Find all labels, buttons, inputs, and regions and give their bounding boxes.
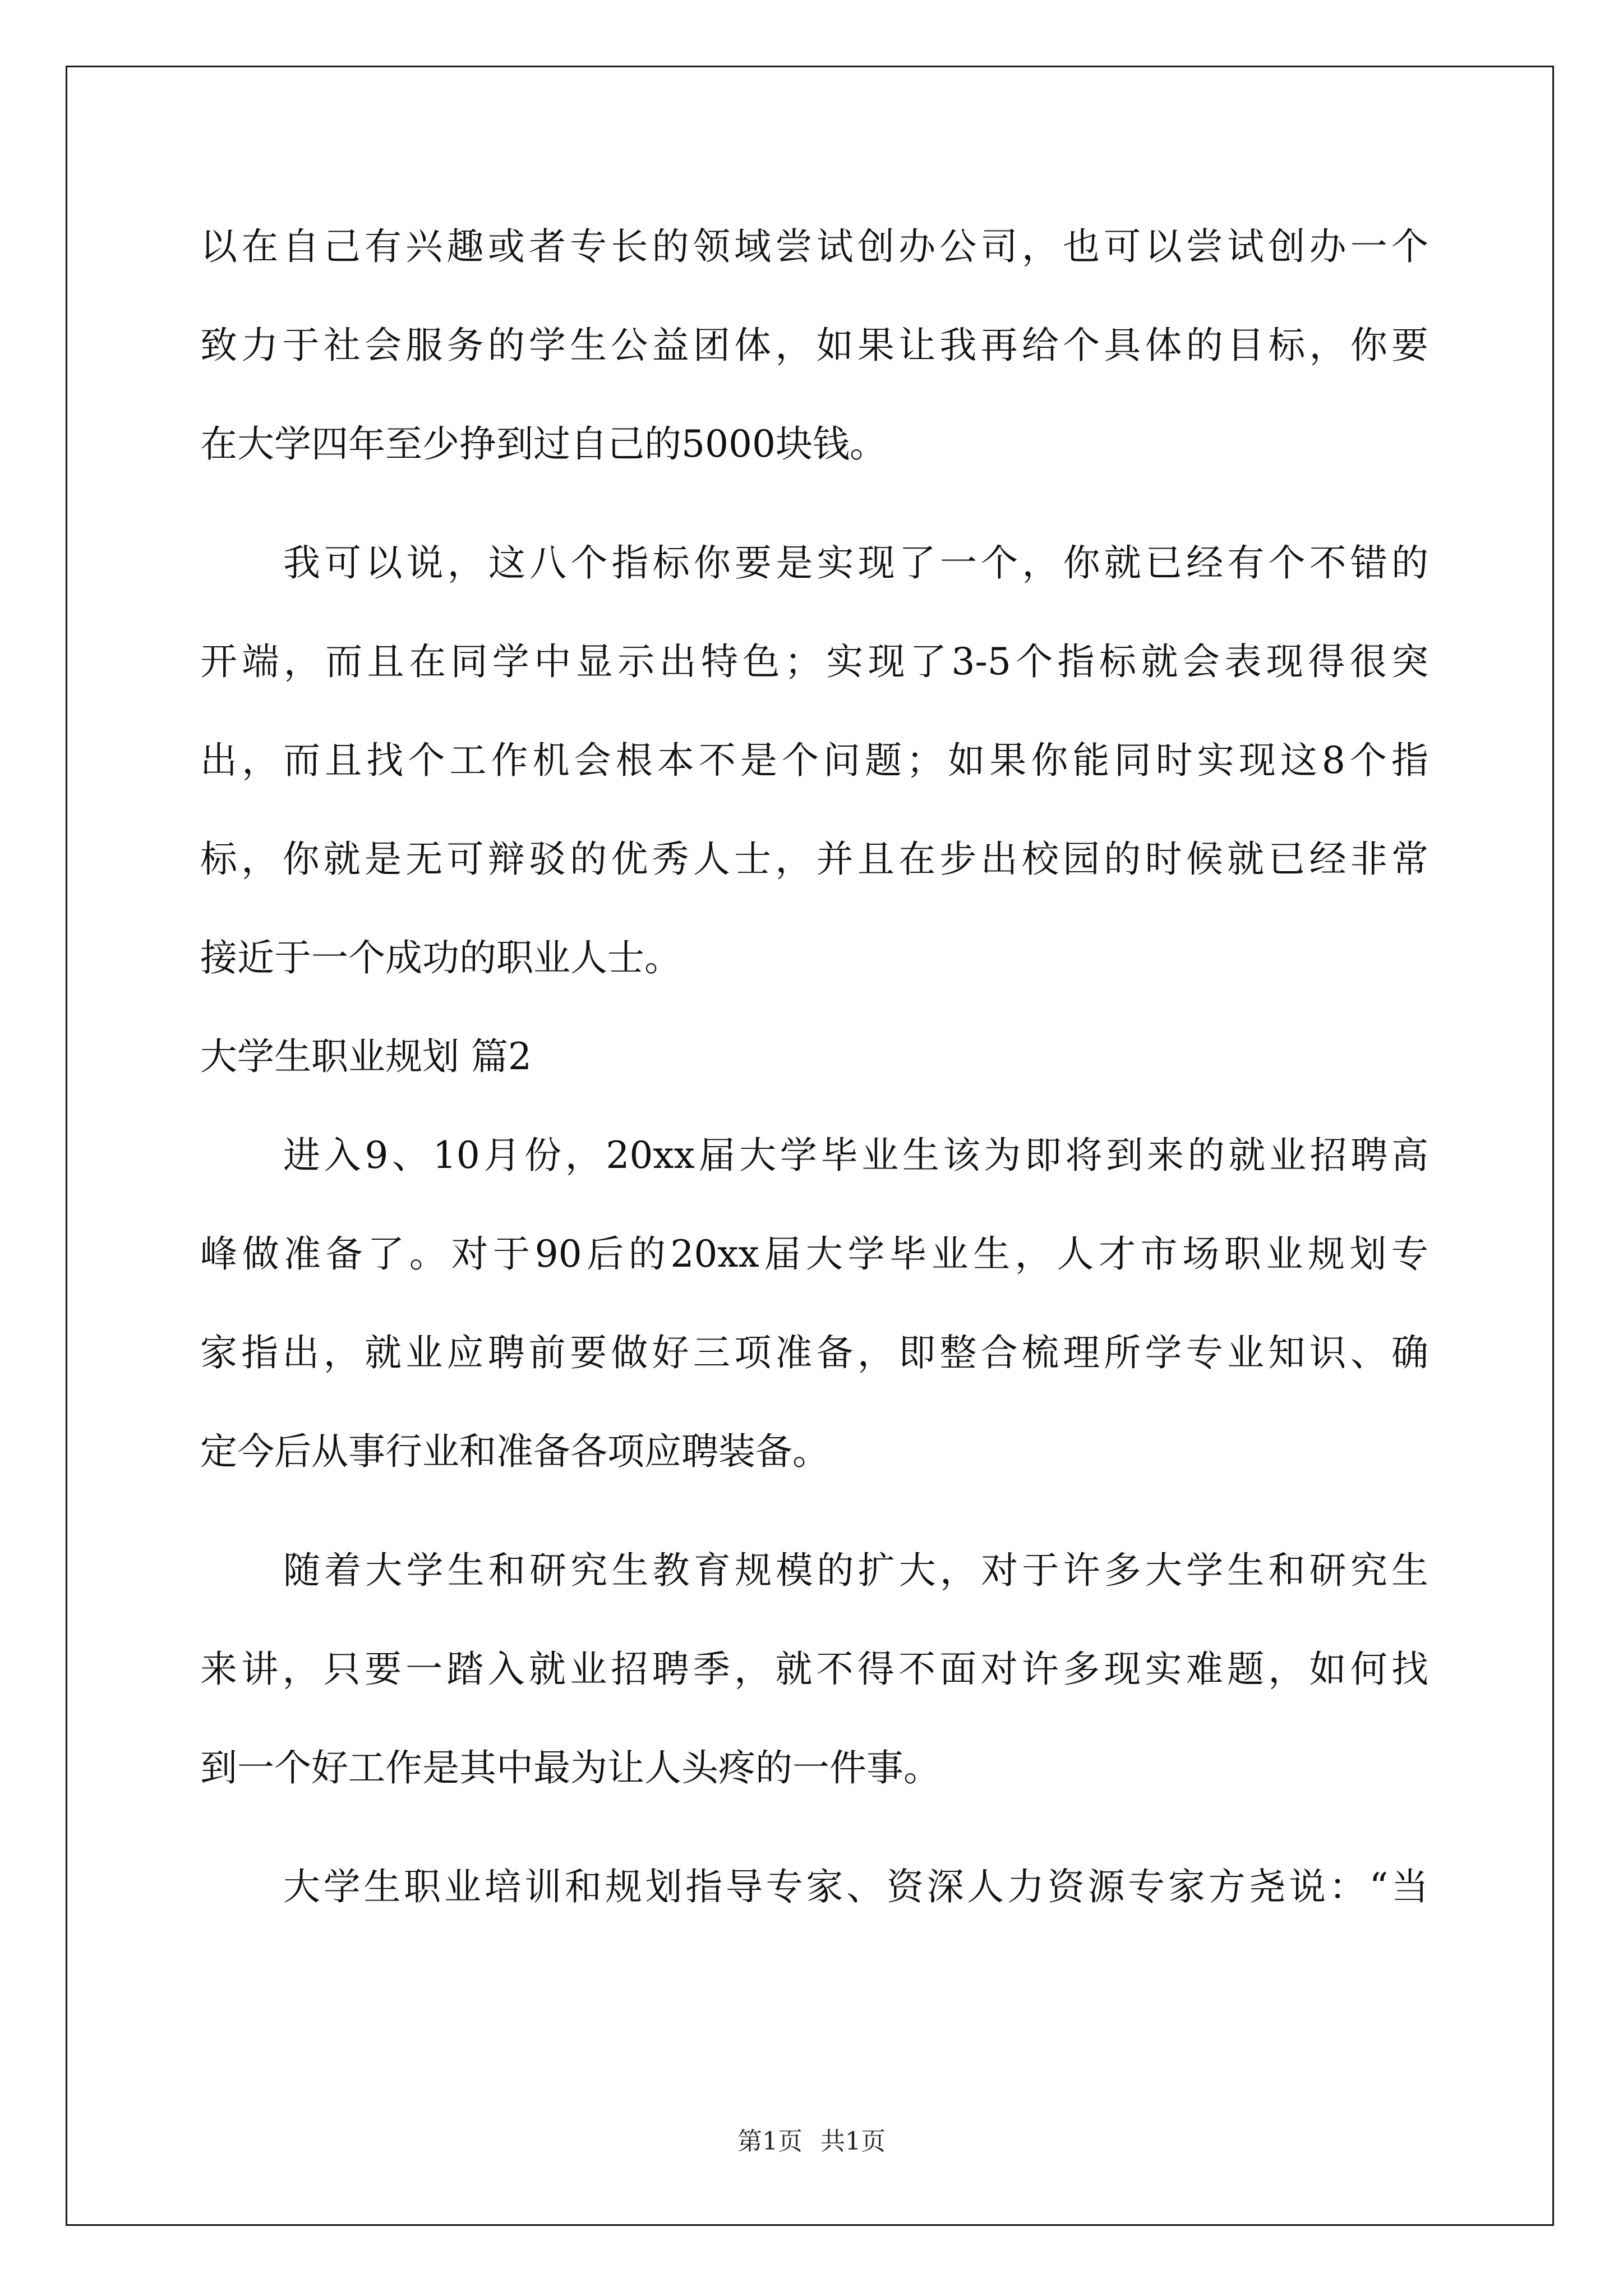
section-heading: 大学生职业规划 篇2 bbox=[200, 1035, 532, 1078]
paragraph-gap bbox=[200, 1818, 1428, 1838]
text-line: 峰做准备了。对于90后的20xx届大学毕业生，人才市场职业规划专 bbox=[200, 1232, 1428, 1276]
text-line: 出，而且找个工作机会根本不是个问题；如果你能同时实现这8个指 bbox=[200, 739, 1428, 782]
text-line: 大学生职业培训和规划指导专家、资深人力资源专家方尧说：“当 bbox=[283, 1865, 1428, 1908]
text-line: 接近于一个成功的职业人士。 bbox=[200, 936, 681, 979]
text-line: 随着大学生和研究生教育规模的扩大，对于许多大学生和研究生 bbox=[283, 1549, 1428, 1592]
paragraph-gap bbox=[200, 1501, 1428, 1521]
text-line: 到一个好工作是其中最为让人头疼的一件事。 bbox=[200, 1746, 940, 1789]
paragraph-gap bbox=[200, 494, 1428, 514]
text-line: 我可以说，这八个指标你要是实现了一个，你就已经有个不错的 bbox=[283, 541, 1428, 585]
text-line: 以在自己有兴趣或者专长的领域尝试创办公司，也可以尝试创办一个 bbox=[200, 225, 1428, 268]
text-line: 家指出，就业应聘前要做好三项准备，即整合梳理所学专业知识、确 bbox=[200, 1331, 1428, 1374]
text-line: 在大学四年至少挣到过自己的5000块钱。 bbox=[200, 422, 887, 466]
page-footer bbox=[0, 2125, 1623, 2159]
page-total: 共1页 bbox=[820, 2127, 886, 2156]
text-line: 致力于社会服务的学生公益团体，如果让我再给个具体的目标，你要 bbox=[200, 324, 1428, 367]
text-line: 进入9、10月份，20xx届大学毕业生该为即将到来的就业招聘高 bbox=[283, 1134, 1428, 1177]
text-line: 来讲，只要一踏入就业招聘季，就不得不面对许多现实难题，如何找 bbox=[200, 1648, 1428, 1691]
document-body bbox=[200, 197, 1428, 1936]
text-line: 标，你就是无可辩驳的优秀人士，并且在步出校园的时候就已经非常 bbox=[200, 838, 1428, 881]
text-line: 定今后从事行业和准备各项应聘装备。 bbox=[200, 1430, 829, 1473]
page-number: 第1页 bbox=[737, 2127, 803, 2156]
text-line: 开端，而且在同学中显示出特色；实现了3-5个指标就会表现得很突 bbox=[200, 640, 1428, 683]
